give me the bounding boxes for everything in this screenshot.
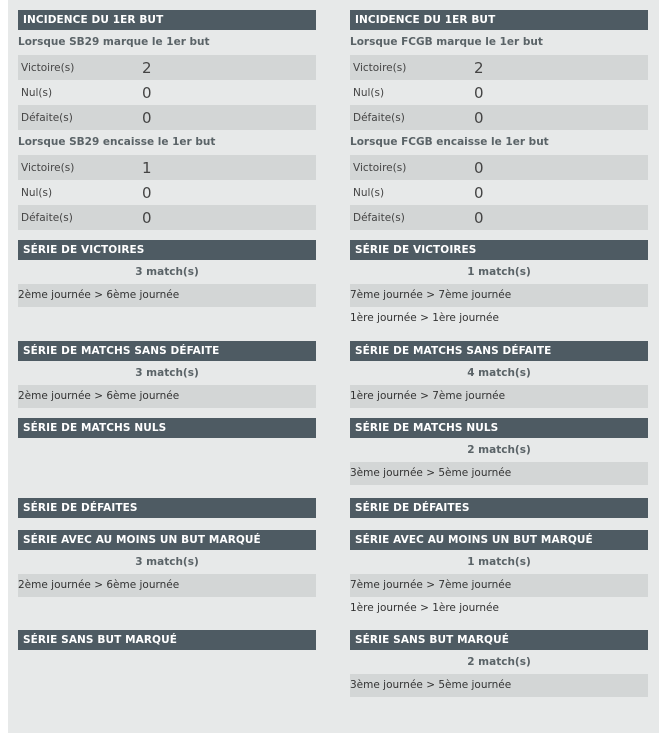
section-header-incidence: INCIDENCE DU 1ER BUT <box>18 10 316 30</box>
stat-row <box>18 180 316 205</box>
stat-label: Victoire(s) <box>353 161 407 174</box>
stat-row <box>18 155 316 180</box>
stats-panel <box>8 0 659 733</box>
stat-value: 0 <box>474 83 484 102</box>
section-header-draws: SÉRIE DE MATCHS NULS <box>350 418 648 438</box>
stat-value: 0 <box>142 108 152 127</box>
stat-label: Défaite(s) <box>353 111 405 124</box>
section-header-draws: SÉRIE DE MATCHS NULS <box>18 418 316 438</box>
series-count: 3 match(s) <box>135 556 199 568</box>
series-range: 2ème journée > 6ème journée <box>18 284 316 307</box>
section-header-scoring: SÉRIE AVEC AU MOINS UN BUT MARQUÉ <box>18 530 316 550</box>
stat-row <box>18 105 316 130</box>
series-range: 7ème journée > 7ème journée <box>350 284 648 307</box>
stat-value: 0 <box>142 183 152 202</box>
stat-label: Nul(s) <box>21 86 53 99</box>
concedes-first-label: Lorsque SB29 encaisse le 1er but <box>18 136 216 148</box>
stat-value: 0 <box>474 183 484 202</box>
series-range: 1ère journée > 1ère journée <box>350 602 499 614</box>
stat-row <box>350 205 648 230</box>
stat-row <box>350 55 648 80</box>
stat-value: 2 <box>474 58 484 77</box>
stat-row <box>350 80 648 105</box>
series-range: 2ème journée > 6ème journée <box>18 574 316 597</box>
stat-label: Victoire(s) <box>21 61 75 74</box>
series-count: 3 match(s) <box>135 367 199 379</box>
stat-label: Victoire(s) <box>353 61 407 74</box>
series-count: 4 match(s) <box>467 367 531 379</box>
series-range: 1ère journée > 7ème journée <box>350 385 648 408</box>
series-range: 7ème journée > 7ème journée <box>350 574 648 597</box>
section-header-no-goal: SÉRIE SANS BUT MARQUÉ <box>350 630 648 650</box>
stat-value: 1 <box>142 158 152 177</box>
section-header-no-goal: SÉRIE SANS BUT MARQUÉ <box>18 630 316 650</box>
stat-label: Nul(s) <box>353 86 385 99</box>
stat-value: 0 <box>474 158 484 177</box>
section-header-victories: SÉRIE DE VICTOIRES <box>18 240 316 260</box>
stat-value: 2 <box>142 58 152 77</box>
section-header-defeats: SÉRIE DE DÉFAITES <box>350 498 648 518</box>
stat-label: Nul(s) <box>353 186 385 199</box>
stat-label: Défaite(s) <box>21 111 73 124</box>
section-header-scoring: SÉRIE AVEC AU MOINS UN BUT MARQUÉ <box>350 530 648 550</box>
section-header-unbeaten: SÉRIE DE MATCHS SANS DÉFAITE <box>18 341 316 361</box>
stat-label: Défaite(s) <box>353 211 405 224</box>
section-header-defeats: SÉRIE DE DÉFAITES <box>18 498 316 518</box>
series-range: 2ème journée > 6ème journée <box>18 385 316 408</box>
series-range: 1ère journée > 1ère journée <box>350 312 499 324</box>
section-header-unbeaten: SÉRIE DE MATCHS SANS DÉFAITE <box>350 341 648 361</box>
series-count: 3 match(s) <box>135 266 199 278</box>
concedes-first-label: Lorsque FCGB encaisse le 1er but <box>350 136 549 148</box>
scores-first-label: Lorsque SB29 marque le 1er but <box>18 36 210 48</box>
team-column-left <box>18 10 316 650</box>
team-column-right <box>350 10 648 697</box>
stat-row <box>350 105 648 130</box>
series-count: 2 match(s) <box>467 656 531 668</box>
stat-value: 0 <box>474 208 484 227</box>
stat-row <box>350 180 648 205</box>
stat-row <box>350 155 648 180</box>
series-range: 3ème journée > 5ème journée <box>350 462 648 485</box>
stat-value: 0 <box>474 108 484 127</box>
stat-value: 0 <box>142 83 152 102</box>
series-count: 2 match(s) <box>467 444 531 456</box>
series-count: 1 match(s) <box>467 266 531 278</box>
series-count: 1 match(s) <box>467 556 531 568</box>
scores-first-label: Lorsque FCGB marque le 1er but <box>350 36 543 48</box>
stat-row <box>18 55 316 80</box>
section-header-incidence: INCIDENCE DU 1ER BUT <box>350 10 648 30</box>
section-header-victories: SÉRIE DE VICTOIRES <box>350 240 648 260</box>
stat-row <box>18 80 316 105</box>
stat-label: Défaite(s) <box>21 211 73 224</box>
stat-row <box>18 205 316 230</box>
stat-label: Victoire(s) <box>21 161 75 174</box>
stat-label: Nul(s) <box>21 186 53 199</box>
series-range: 3ème journée > 5ème journée <box>350 674 648 697</box>
stat-value: 0 <box>142 208 152 227</box>
